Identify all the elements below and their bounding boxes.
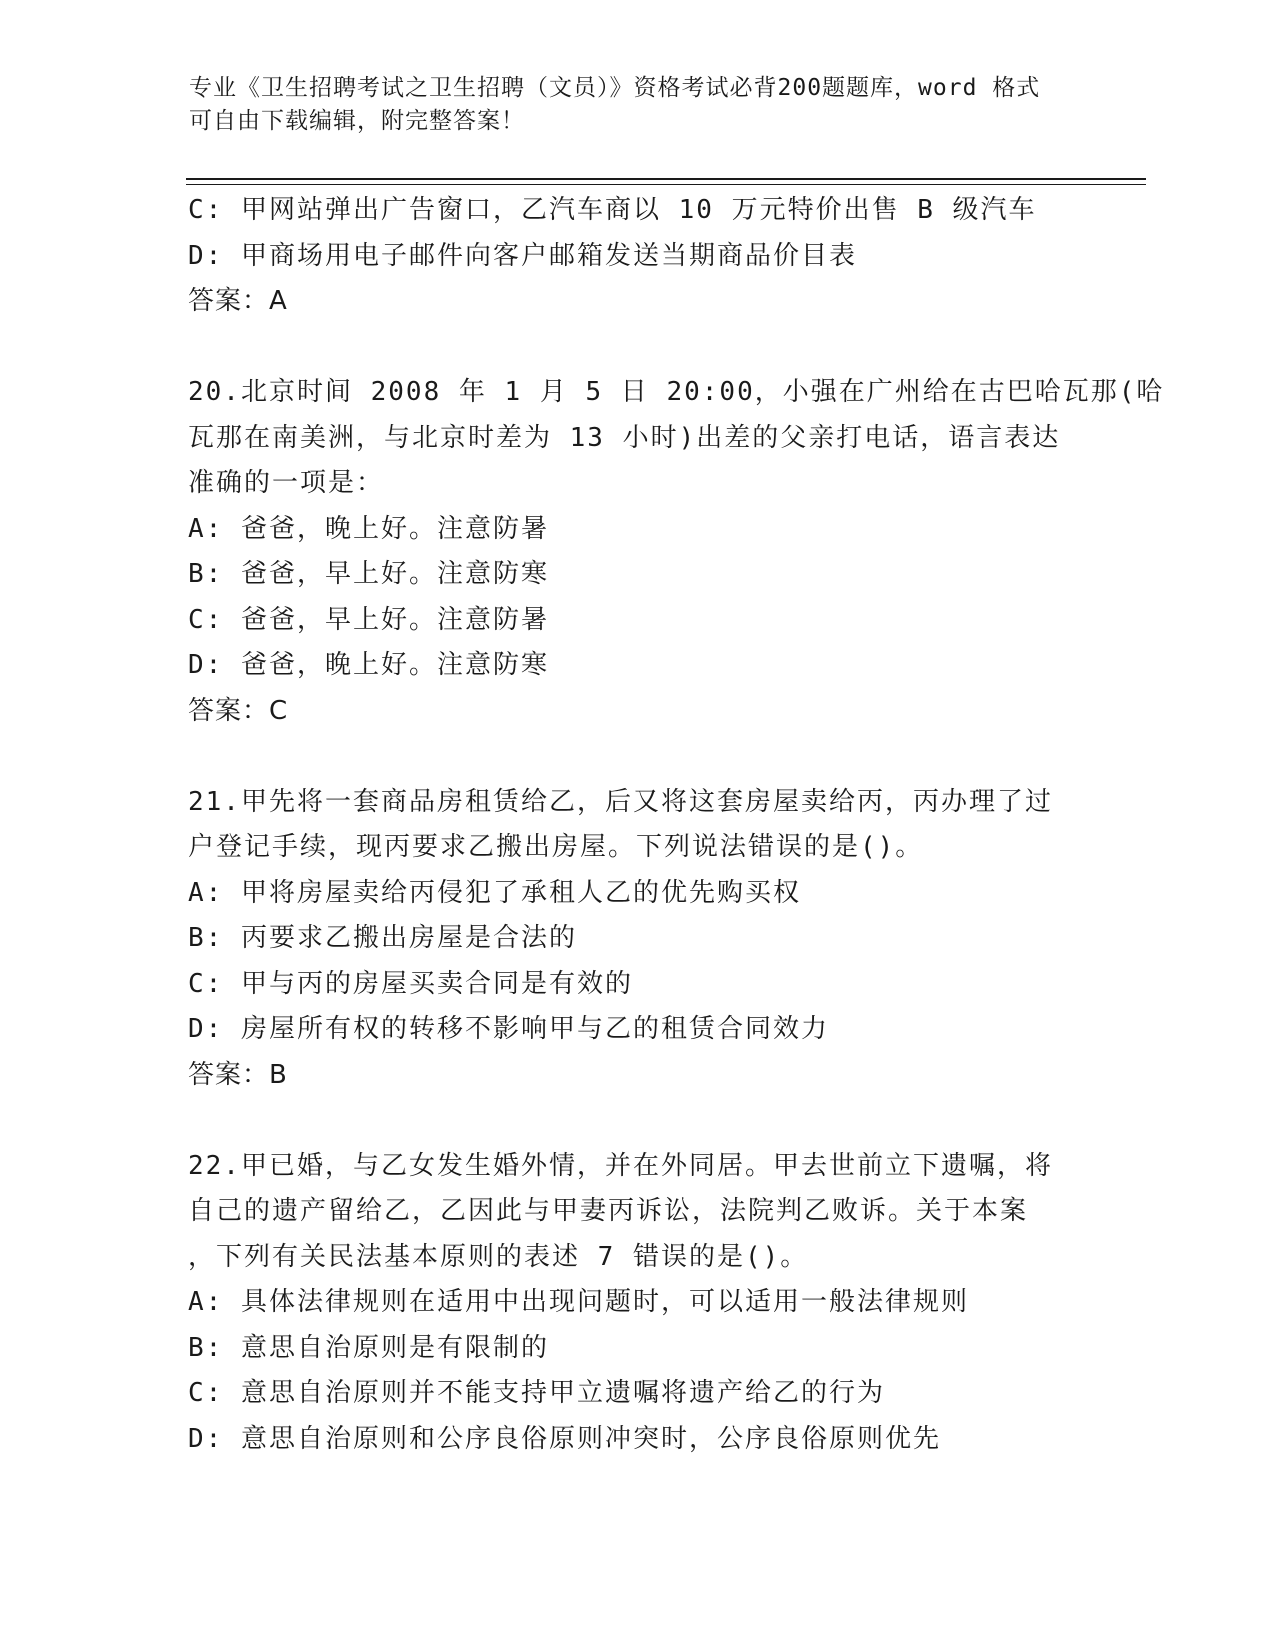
- question-list: [188, 188, 1165, 1462]
- spacer: [188, 1098, 1088, 1144]
- question-block-19: [188, 188, 1088, 325]
- option-a: A: 具体法律规则在适用中出现问题时，可以适用一般法律规则: [188, 1287, 969, 1317]
- header-line-2: 可自由下载编辑，附完整答案！: [189, 108, 525, 134]
- question-text-line: 21.甲先将一套商品房租赁给乙，后又将这套房屋卖给丙，丙办理了过: [188, 786, 1053, 817]
- option-c: C: 爸爸，早上好。注意防暑: [188, 604, 549, 635]
- option-a: A: 爸爸，晚上好。注意防暑: [188, 513, 549, 544]
- answer-line: 答案：B: [188, 1059, 288, 1090]
- question-text-line: ，下列有关民法基本原则的表述 7 错误的是()。: [188, 1241, 809, 1272]
- option-c: C: 甲网站弹出广告窗口，乙汽车商以 10 万元特价出售 B 级汽车: [188, 195, 1037, 225]
- option-b: B: 爸爸，早上好。注意防寒: [188, 559, 549, 589]
- question-text-line: 22.甲已婚，与乙女发生婚外情，并在外同居。甲去世前立下遗嘱，将: [188, 1150, 1053, 1181]
- question-block-22: [188, 1144, 1088, 1463]
- question-text-line: 准确的一项是：: [188, 468, 385, 498]
- header-divider-thick: [186, 178, 1146, 180]
- option-d: D: 意思自治原则和公序良俗原则冲突时，公序良俗原则优先: [188, 1423, 941, 1454]
- spacer: [188, 325, 1088, 371]
- document-header: [189, 72, 1089, 138]
- question-text-line: 瓦那在南美洲，与北京时差为 13 小时)出差的父亲打电话，语言表达: [188, 422, 1061, 453]
- answer-line: 答案：C: [188, 695, 289, 726]
- question-block-21: [188, 780, 1088, 1099]
- option-c: C: 意思自治原则并不能支持甲立遗嘱将遗产给乙的行为: [188, 1378, 885, 1408]
- question-text-line: 户登记手续，现丙要求乙搬出房屋。下列说法错误的是()。: [188, 832, 924, 862]
- spacer: [188, 734, 1088, 780]
- question-text-line: 自己的遗产留给乙，乙因此与甲妻丙诉讼，法院判乙败诉。关于本案: [188, 1196, 1029, 1226]
- answer-line: 答案：A: [188, 286, 288, 316]
- option-d: D: 房屋所有权的转移不影响甲与乙的租赁合同效力: [188, 1014, 829, 1044]
- option-b: B: 意思自治原则是有限制的: [188, 1332, 549, 1363]
- header-line-1: 专业《卫生招聘考试之卫生招聘（文员）》资格考试必背200题题库，word 格式: [189, 75, 1041, 101]
- option-a: A: 甲将房屋卖给丙侵犯了承租人乙的优先购买权: [188, 877, 801, 908]
- question-text-line: 20.北京时间 2008 年 1 月 5 日 20:00，小强在广州给在古巴哈瓦那(哈: [188, 377, 1165, 407]
- option-c: C: 甲与丙的房屋买卖合同是有效的: [188, 968, 633, 999]
- option-d: D: 爸爸，晚上好。注意防寒: [188, 650, 549, 680]
- header-divider-thin: [186, 184, 1146, 185]
- option-d: D: 甲商场用电子邮件向客户邮箱发送当期商品价目表: [188, 240, 857, 271]
- option-b: B: 丙要求乙搬出房屋是合法的: [188, 923, 577, 953]
- question-block-20: [188, 370, 1165, 734]
